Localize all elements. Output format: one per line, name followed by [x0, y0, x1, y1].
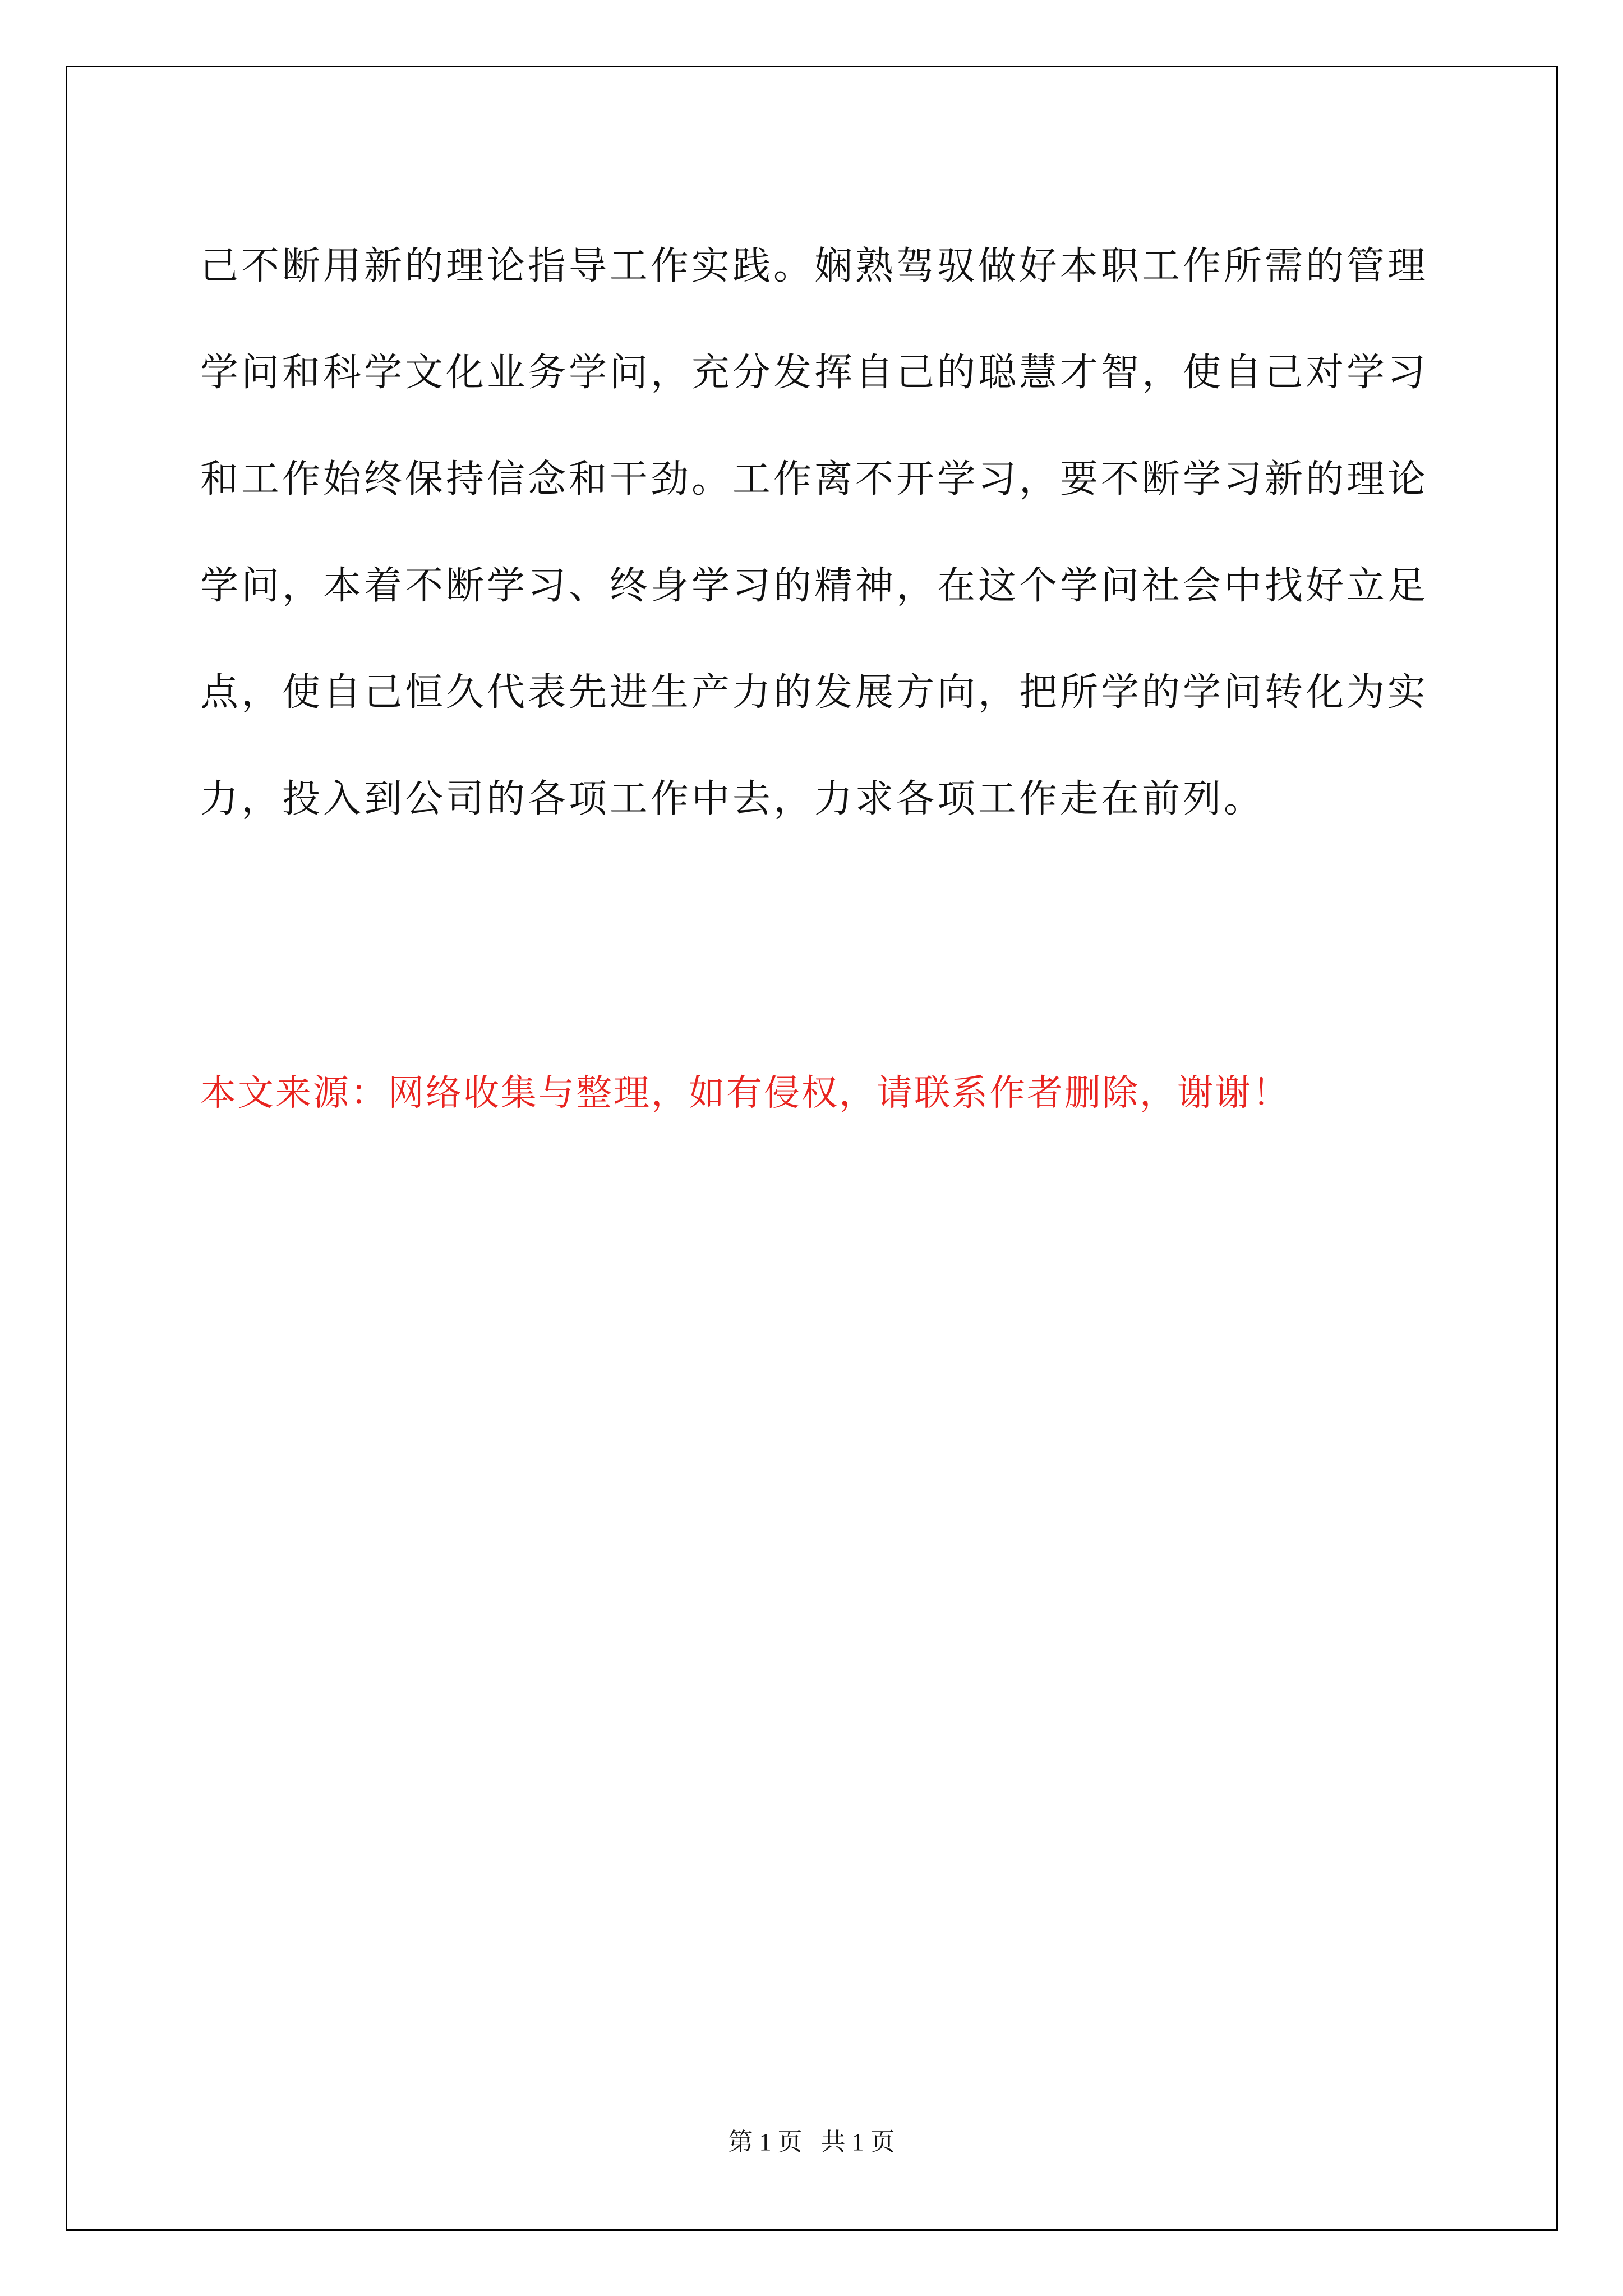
document-body	[200, 213, 1434, 853]
body-paragraph-line: 和工作始终保持信念和干劲。工作离不开学习，要不断学习新的理论	[200, 457, 1429, 501]
body-paragraph-line: 学问和科学文化业务学问，充分发挥自己的聪慧才智，使自己对学习	[200, 351, 1429, 395]
body-paragraph-line: 学问，本着不断学习、终身学习的精神，在这个学问社会中找好立足	[200, 564, 1429, 608]
source-disclaimer: 本文来源：网络收集与整理，如有侵权，请联系作者删除，谢谢！	[200, 1073, 1290, 1114]
page-number-footer: 第 1 页 共 1 页	[728, 2128, 895, 2156]
body-paragraph-line: 己不断用新的理论指导工作实践。娴熟驾驭做好本职工作所需的管理	[200, 244, 1429, 288]
body-paragraph-line: 力，投入到公司的各项工作中去，力求各项工作走在前列。	[200, 777, 1265, 821]
body-paragraph-line: 点，使自己恒久代表先进生产力的发展方向，把所学的学问转化为实	[200, 670, 1429, 715]
